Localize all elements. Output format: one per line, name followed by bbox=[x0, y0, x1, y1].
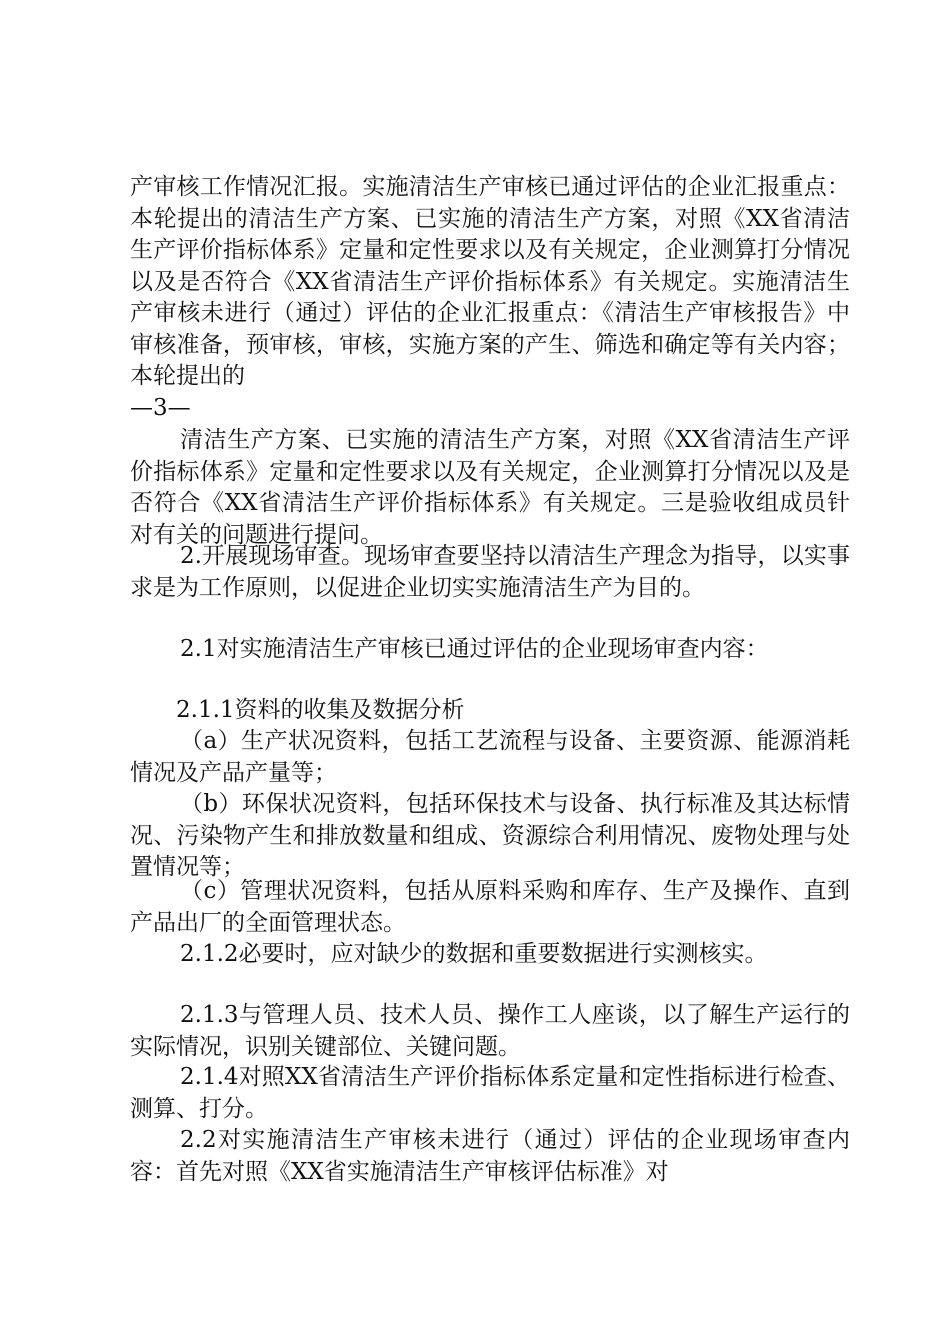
section-2-1-2-paragraph: 2.1.2必要时，应对缺少的数据和重要数据进行实测核实。 bbox=[180, 941, 768, 967]
section-2-2-paragraph: 2.2对实施清洁生产审核未进行（通过）评估的企业现场审查内容：首先对照《XX省实施清洁生产审核评估标准》对 bbox=[130, 1127, 850, 1185]
intro-paragraph: 产审核工作情况汇报。实施清洁生产审核已通过评估的企业汇报重点：本轮提出的清洁生产方案、已实施的清洁生产方案，对照《XX省清洁生产评价指标体系》定量和定性要求以及有关规定，企业测算打分情况以及是否符合《XX省清洁生产评价指标体系》有关规定。实施清洁生产审核未进行（通过）评估的企业汇报重点：《清洁生产审核报告》中审核准备，预审核，审核，实施方案的产生、筛选和确定等有关内容；本轮提出的 bbox=[130, 174, 850, 389]
item-b-paragraph: （b）环保状况资料，包括环保技术与设备、执行标准及其达标情况、污染物产生和排放数量和组成、资源综合利用情况、废物处理与处置情况等； bbox=[130, 791, 850, 880]
item-c-paragraph: （c）管理状况资料，包括从原料采购和库存、生产及操作、直到产品出厂的全面管理状态。 bbox=[130, 878, 850, 936]
page-number: —3— bbox=[130, 395, 191, 421]
continuation-paragraph: 清洁生产方案、已实施的清洁生产方案，对照《XX省清洁生产评价指标体系》定量和定性要求以及有关规定，企业测算打分情况以及是否符合《XX省清洁生产评价指标体系》有关规定。三是验收组成员针对有关的问题进行提问。 bbox=[130, 427, 850, 548]
section-2-1-4-paragraph: 2.1.4对照XX省清洁生产评价指标体系定量和定性指标进行检查、测算、打分。 bbox=[130, 1064, 850, 1122]
section-2-paragraph: 2.开展现场审查。现场审查要坚持以清洁生产理念为指导，以实事求是为工作原则，以促进企业切实实施清洁生产为目的。 bbox=[130, 543, 850, 601]
section-2-1-1-heading: 2.1.1资料的收集及数据分析 bbox=[176, 697, 465, 723]
section-2-1-3-paragraph: 2.1.3与管理人员、技术人员、操作工人座谈，以了解生产运行的实际情况，识别关键部位、关键问题。 bbox=[130, 1002, 850, 1060]
section-2-1-heading: 2.1对实施清洁生产审核已通过评估的企业现场审查内容： bbox=[180, 636, 769, 662]
item-a-paragraph: （a）生产状况资料，包括工艺流程与设备、主要资源、能源消耗情况及产品产量等； bbox=[130, 728, 850, 786]
